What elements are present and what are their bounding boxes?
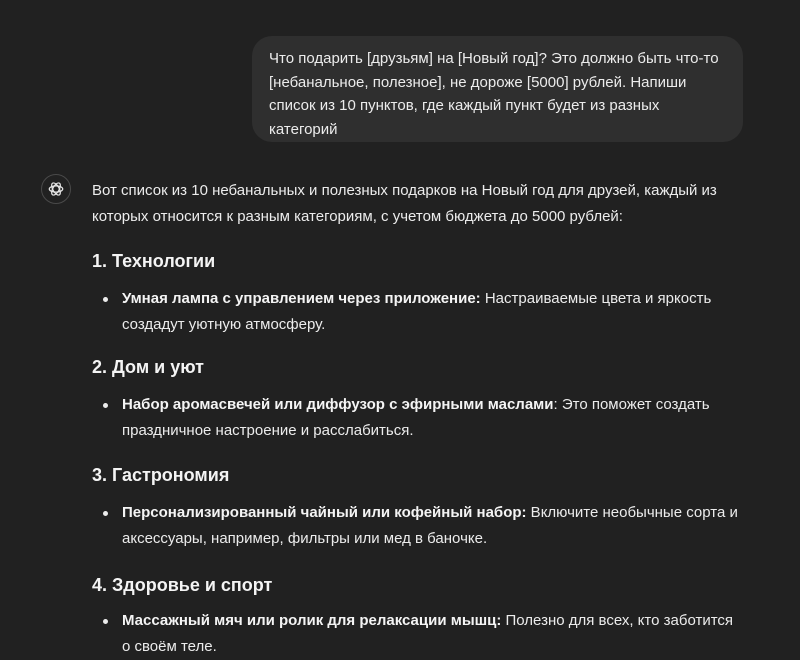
item-title: Массажный мяч или ролик для релаксации мышц:: [122, 612, 502, 629]
user-message-bubble: [252, 36, 743, 142]
item-title: Набор аромасвечей или диффузор с эфирными маслами: [122, 396, 554, 413]
chatgpt-logo-icon: [47, 180, 65, 198]
gift-list-gastronomy: [92, 500, 742, 552]
bullet-icon: [103, 511, 108, 516]
gift-list-health: [92, 608, 742, 660]
bullet-icon: [103, 403, 108, 408]
item-text: Настраиваемые цвета и яркость создадут уютную атмосферу.: [122, 290, 712, 333]
gift-list-technology: [92, 286, 742, 338]
gift-list-home: [92, 392, 742, 444]
assistant-avatar: [41, 174, 71, 204]
bullet-icon: [103, 619, 108, 624]
list-item: [92, 608, 742, 660]
list-item: [92, 500, 742, 552]
section-heading-gastronomy: 3. Гастрономия: [92, 465, 230, 485]
item-title: Умная лампа с управлением через приложение:: [122, 290, 481, 307]
section-heading-home: 2. Дом и уют: [92, 357, 204, 377]
assistant-message: [92, 178, 742, 660]
section-heading-health: 4. Здоровье и спорт: [92, 575, 273, 595]
item-title: Персонализированный чайный или кофейный набор:: [122, 504, 527, 521]
section-heading-technology: 1. Технологии: [92, 251, 216, 271]
bullet-icon: [103, 297, 108, 302]
item-text: Включите необычные сорта и аксессуары, например, фильтры или мед в баночке.: [122, 504, 738, 547]
user-message-text: Что подарить [друзьям] на [Новый год]? Это должно быть что-то [небанальное, полезное], не дороже [5000] рублей. Напиши список из 10 пунктов, где каждый пункт будет из разных категорий: [269, 50, 719, 138]
list-item: [92, 392, 742, 444]
item-text: : Это поможет создать праздничное настроение и расслабиться.: [122, 396, 710, 439]
item-text: Полезно для всех, кто заботится о своём теле.: [122, 612, 734, 655]
assistant-intro: Вот список из 10 небанальных и полезных подарков на Новый год для друзей, каждый из которых относится к разным категориям, с учетом бюджета до 5000 рублей:: [92, 182, 717, 225]
list-item: [92, 286, 742, 338]
